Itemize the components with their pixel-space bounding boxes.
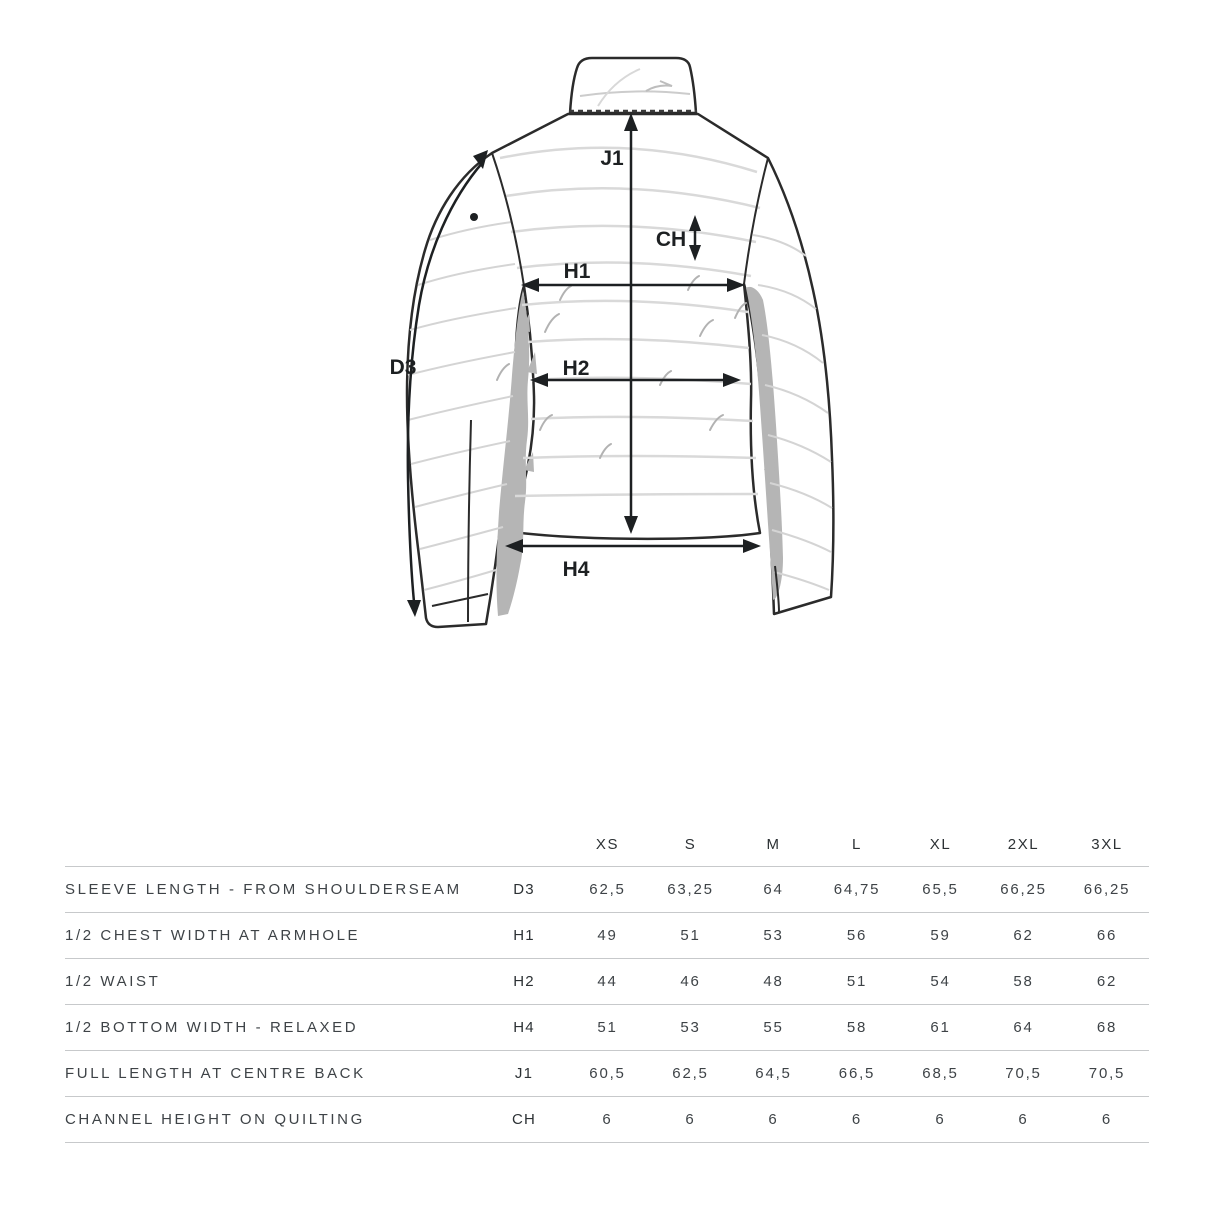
size-value: 66,25 — [1065, 867, 1149, 913]
measurement-label: 1/2 CHEST WIDTH AT ARMHOLE — [65, 913, 482, 959]
header-code-spacer — [482, 822, 566, 867]
size-value: 51 — [815, 959, 899, 1005]
size-value: 58 — [982, 959, 1065, 1005]
label-h1: H1 — [563, 260, 591, 283]
measurement-code: H1 — [482, 913, 566, 959]
size-value: 61 — [899, 1005, 982, 1051]
table-row-h4 — [65, 1005, 1149, 1051]
size-header-xl: XL — [899, 822, 982, 867]
label-ch: CH — [655, 228, 687, 251]
size-value: 62 — [1065, 959, 1149, 1005]
label-j1: J1 — [600, 147, 624, 170]
size-value: 60,5 — [566, 1051, 649, 1097]
size-table — [65, 822, 1149, 1143]
size-value: 6 — [982, 1097, 1065, 1143]
size-value: 48 — [732, 959, 815, 1005]
size-value: 62,5 — [566, 867, 649, 913]
measurement-label: 1/2 WAIST — [65, 959, 482, 1005]
size-value: 6 — [815, 1097, 899, 1143]
measurement-label: CHANNEL HEIGHT ON QUILTING — [65, 1097, 482, 1143]
size-value: 6 — [566, 1097, 649, 1143]
size-value: 56 — [815, 913, 899, 959]
size-header-2xl: 2XL — [982, 822, 1065, 867]
size-value: 63,25 — [649, 867, 732, 913]
size-header-m: M — [732, 822, 815, 867]
table-row-d3 — [65, 867, 1149, 913]
table-row-ch — [65, 1097, 1149, 1143]
size-value: 66,25 — [982, 867, 1065, 913]
size-value: 49 — [566, 913, 649, 959]
size-value: 68,5 — [899, 1051, 982, 1097]
size-value: 64 — [982, 1005, 1065, 1051]
size-value: 66,5 — [815, 1051, 899, 1097]
size-value: 70,5 — [982, 1051, 1065, 1097]
size-header-l: L — [815, 822, 899, 867]
size-value: 70,5 — [1065, 1051, 1149, 1097]
size-value: 51 — [649, 913, 732, 959]
size-value: 58 — [815, 1005, 899, 1051]
size-header-xs: XS — [566, 822, 649, 867]
table-row-h1 — [65, 913, 1149, 959]
measurement-code: CH — [482, 1097, 566, 1143]
label-h4: H4 — [562, 558, 590, 581]
size-value: 68 — [1065, 1005, 1149, 1051]
size-value: 66 — [1065, 913, 1149, 959]
size-value: 64,5 — [732, 1051, 815, 1097]
measurement-label: 1/2 BOTTOM WIDTH - RELAXED — [65, 1005, 482, 1051]
jacket-collar — [570, 58, 696, 113]
size-value: 6 — [1065, 1097, 1149, 1143]
size-header-s: S — [649, 822, 732, 867]
size-value: 55 — [732, 1005, 815, 1051]
header-label-spacer — [65, 822, 482, 867]
measurement-code: D3 — [482, 867, 566, 913]
size-value: 53 — [649, 1005, 732, 1051]
size-value: 6 — [649, 1097, 732, 1143]
size-value: 64,75 — [815, 867, 899, 913]
size-header-row — [65, 822, 1149, 867]
label-h2: H2 — [562, 357, 590, 380]
measurement-label: FULL LENGTH AT CENTRE BACK — [65, 1051, 482, 1097]
size-value: 6 — [899, 1097, 982, 1143]
measurement-code: J1 — [482, 1051, 566, 1097]
arrow-h4 — [505, 539, 761, 553]
size-value: 6 — [732, 1097, 815, 1143]
size-value: 54 — [899, 959, 982, 1005]
size-header-3xl: 3XL — [1065, 822, 1149, 867]
size-value: 46 — [649, 959, 732, 1005]
size-value: 65,5 — [899, 867, 982, 913]
size-value: 53 — [732, 913, 815, 959]
measurement-code: H2 — [482, 959, 566, 1005]
label-d3: D3 — [389, 356, 417, 379]
size-value: 62,5 — [649, 1051, 732, 1097]
measurement-label: SLEEVE LENGTH - FROM SHOULDERSEAM — [65, 867, 482, 913]
measurement-code: H4 — [482, 1005, 566, 1051]
table-row-j1 — [65, 1051, 1149, 1097]
size-value: 62 — [982, 913, 1065, 959]
sleeve-snap-dot — [470, 213, 478, 221]
size-value: 44 — [566, 959, 649, 1005]
table-row-h2 — [65, 959, 1149, 1005]
size-value: 64 — [732, 867, 815, 913]
size-value: 59 — [899, 913, 982, 959]
size-value: 51 — [566, 1005, 649, 1051]
